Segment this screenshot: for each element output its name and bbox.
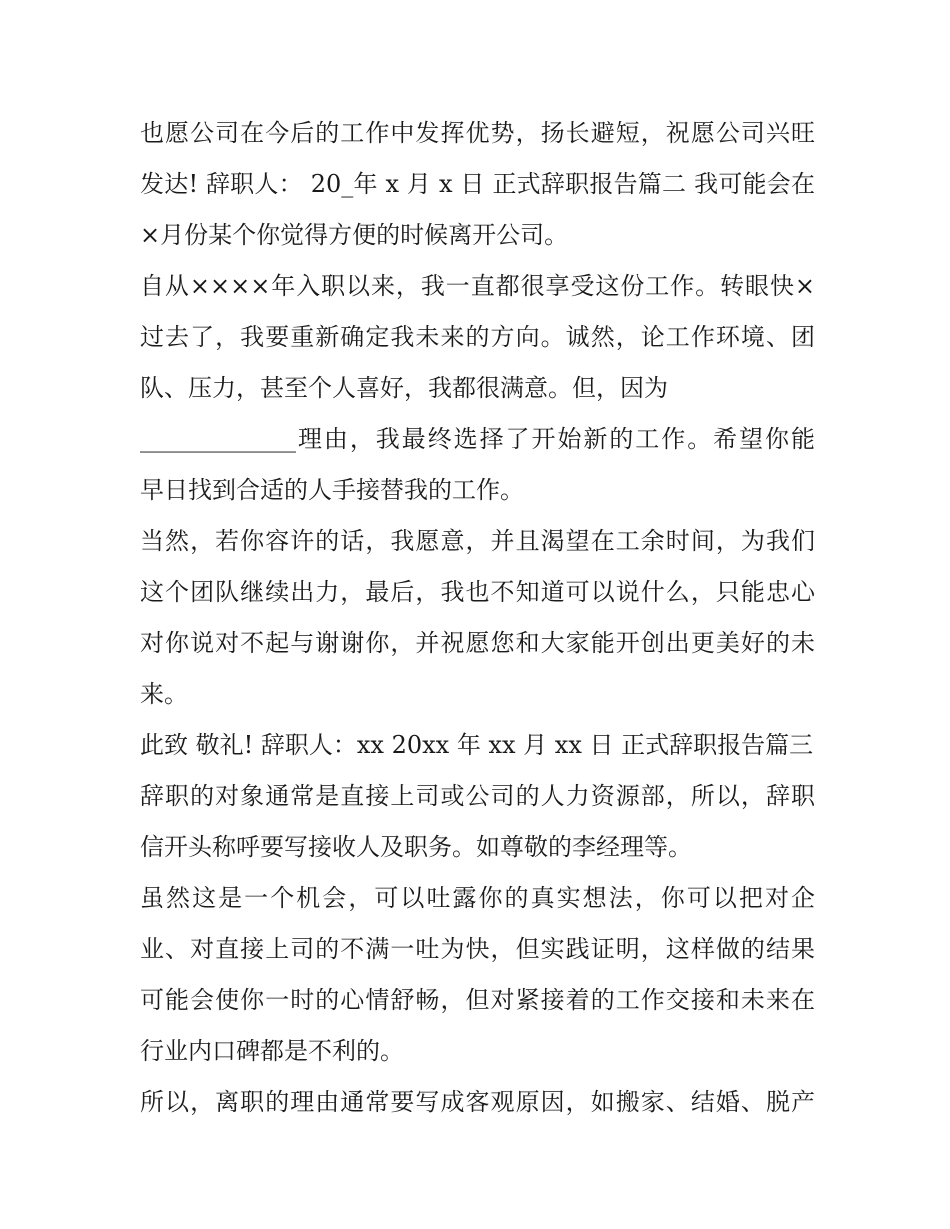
text-line: 自从××××年入职以来，我一直都很享受这份工作。转眼快×	[140, 272, 815, 300]
document-body	[140, 108, 815, 1128]
paragraph-6	[140, 1077, 815, 1128]
text-line: 信开头称呼要写接收人及职务。如尊敬的李经理等。	[140, 833, 692, 861]
paragraph-5	[140, 873, 815, 1077]
text-line: 虽然这是一个机会，可以吐露你的真实想法，你可以把对企	[140, 884, 815, 912]
text-line: 行业内口碑都是不利的。	[140, 1037, 404, 1065]
paragraph-3	[140, 516, 815, 720]
text-line: 来。	[140, 680, 188, 708]
paragraph-1	[140, 108, 815, 261]
text-line: 辞职的对象通常是直接上司或公司的人力资源部，所以，辞职	[140, 782, 815, 810]
text-line: 也愿公司在今后的工作中发挥优势，扬长避短，祝愿公司兴旺	[140, 119, 815, 147]
text-line: 此致 敬礼! 辞职人：xx 20xx 年 xx 月 xx 日 正式辞职报告篇三	[140, 731, 814, 759]
text-line: 过去了，我要重新确定我未来的方向。诚然，论工作环境、团	[140, 323, 815, 351]
text-line: 可能会使你一时的心情舒畅，但对紧接着的工作交接和未来在	[140, 986, 815, 1014]
text-line: ×月份某个你觉得方便的时候离开公司。	[140, 221, 569, 249]
text-line: 发达! 辞职人： 20_年 x 月 x 日 正式辞职报告篇二 我可能会在	[140, 170, 815, 198]
text-line: 当然，若你容许的话，我愿意，并且渴望在工余时间，为我们	[140, 527, 815, 555]
paragraph-2	[140, 261, 815, 516]
text-line: 这个团队继续出力，最后，我也不知道可以说什么，只能忠心	[140, 578, 815, 606]
text-line: 业、对直接上司的不满一吐为快，但实践证明，这样做的结果	[140, 935, 815, 963]
text-line: _____________理由，我最终选择了开始新的工作。希望你能	[140, 425, 815, 453]
text-line: 所以，离职的理由通常要写成客观原因，如搬家、结婚、脱产	[140, 1088, 815, 1116]
paragraph-4	[140, 720, 815, 873]
text-line: 对你说对不起与谢谢你，并祝愿您和大家能开创出更美好的未	[140, 629, 815, 657]
text-line: 队、压力，甚至个人喜好，我都很满意。但，因为	[140, 374, 668, 402]
text-line: 早日找到合适的人手接替我的工作。	[140, 476, 524, 504]
